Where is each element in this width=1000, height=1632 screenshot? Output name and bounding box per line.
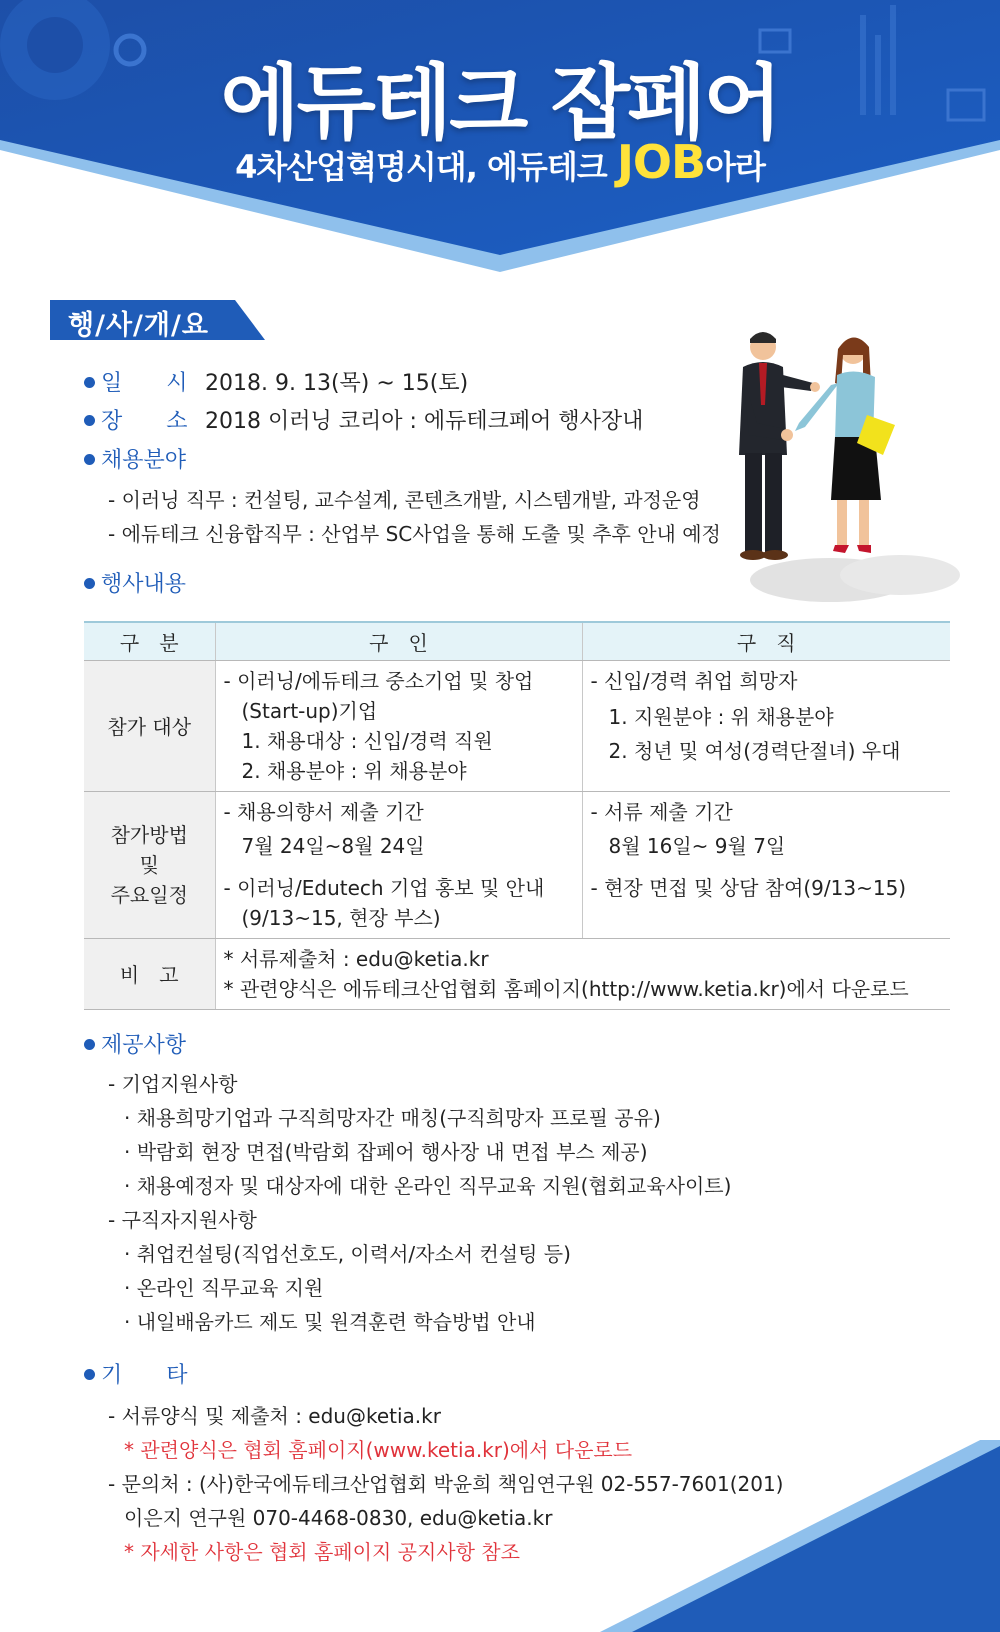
provide-line: · 채용희망기업과 구직희망자간 매칭(구직희망자 프로필 공유)	[124, 1106, 661, 1130]
table-row	[84, 938, 950, 1009]
cell-line: - 이러닝/에듀테크 중소기업 및 창업	[223, 668, 534, 693]
table-header: 구 분	[84, 622, 215, 660]
provide-line: - 기업지원사항	[108, 1072, 238, 1096]
event-title: 에듀테크 잡페어	[220, 56, 780, 151]
table-header-row	[84, 622, 950, 660]
cell-line: - 이러닝/Edutech 기업 홍보 및 안내	[223, 875, 545, 900]
cell-line: 2. 청년 및 여성(경력단절녀) 우대	[608, 738, 901, 763]
bullet-icon	[84, 377, 95, 388]
event-table	[84, 621, 950, 1010]
provide-line: - 구직자지원사항	[108, 1208, 257, 1232]
bullet-icon	[84, 1039, 95, 1050]
subtitle-prefix: 4차산업혁명시대, 에듀테크	[235, 148, 617, 186]
date-value: 2018. 9. 13(목) ~ 15(토)	[205, 371, 469, 396]
bottom-decoration	[0, 1440, 1000, 1632]
table-header: 구 인	[215, 622, 582, 660]
etc-line: 이은지 연구원 070-4468-0830, edu@ketia.kr	[124, 1506, 553, 1530]
subtitle-suffix: 아라	[705, 148, 765, 186]
etc-note: * 자세한 사항은 협회 홈페이지 공지사항 참조	[124, 1540, 520, 1564]
place-label: 장 소	[84, 404, 188, 435]
event-subtitle	[0, 135, 1000, 189]
provide-line: · 내일배움카드 제도 및 원격훈련 학습방법 안내	[124, 1310, 536, 1334]
cell-line: - 신입/경력 취업 희망자	[590, 668, 798, 693]
cell-line: (9/13~15, 현장 부스)	[241, 905, 441, 930]
cell-line: 2. 채용분야 : 위 채용분야	[241, 758, 467, 783]
cell-line: * 관련양식은 에듀테크산업협회 홈페이지(http://www.ketia.kr)에서 다운로드	[223, 976, 909, 1001]
provide-label: 제공사항	[84, 1028, 186, 1059]
row-label-line: 참가방법	[110, 822, 188, 847]
provide-line: · 온라인 직무교육 지원	[124, 1276, 324, 1300]
cell-line: 1. 채용대상 : 신입/경력 직원	[241, 728, 493, 753]
cell-line: - 현장 면접 및 상담 참여(9/13~15)	[590, 875, 907, 900]
subtitle-highlight: JOB	[616, 135, 706, 189]
provide-line: · 박람회 현장 면접(박람회 잡페어 행사장 내 면접 부스 제공)	[124, 1140, 648, 1164]
table-cell	[215, 791, 582, 938]
table-row	[84, 791, 950, 938]
date-label: 일 시	[84, 366, 188, 397]
table-cell	[582, 660, 950, 791]
table-cell	[582, 791, 950, 938]
section-tag-label: 행/사/개/요	[68, 310, 209, 341]
etc-label: 기 타	[84, 1358, 188, 1389]
provide-line: · 취업컨설팅(직업선호도, 이력서/자소서 컨설팅 등)	[124, 1242, 571, 1266]
section-tag-overview	[50, 300, 265, 340]
table-cell	[215, 660, 582, 791]
event-label: 행사내용	[84, 567, 186, 598]
cell-line: - 서류 제출 기간	[590, 799, 733, 824]
field-label: 채용분야	[84, 443, 186, 474]
cell-line: 7월 24일~8월 24일	[241, 833, 425, 858]
provide-line: · 채용예정자 및 대상자에 대한 온라인 직무교육 지원(협회교육사이트)	[124, 1174, 732, 1198]
row-label: 비 고	[84, 938, 215, 1009]
field-line: - 이러닝 직무 : 컨설팅, 교수설계, 콘텐츠개발, 시스템개발, 과정운영	[108, 488, 701, 512]
cell-line: 1. 지원분야 : 위 채용분야	[608, 704, 834, 729]
etc-line: - 서류양식 및 제출처 : edu@ketia.kr	[108, 1404, 441, 1428]
cell-line: 8월 16일~ 9월 7일	[608, 833, 786, 858]
header-banner	[0, 0, 1000, 280]
bullet-icon	[84, 578, 95, 589]
table-row	[84, 660, 950, 791]
etc-note: * 관련양식은 협회 홈페이지(www.ketia.kr)에서 다운로드	[124, 1438, 633, 1462]
field-line: - 에듀테크 신융합직무 : 산업부 SC사업을 통해 도출 및 추후 안내 예정	[108, 522, 721, 546]
row-label: 참가 대상	[84, 660, 215, 791]
row-label-line: 및	[139, 852, 159, 877]
cell-line: (Start-up)기업	[241, 698, 378, 723]
bullet-icon	[84, 1369, 95, 1380]
row-label	[84, 791, 215, 938]
row-label-line: 주요일정	[110, 882, 188, 907]
handshake-illustration	[735, 325, 965, 615]
bullet-icon	[84, 454, 95, 465]
cell-line: - 채용의향서 제출 기간	[223, 799, 424, 824]
table-header: 구 직	[582, 622, 950, 660]
etc-line: - 문의처 : (사)한국에듀테크산업협회 박윤희 책임연구원 02-557-7601(201)	[108, 1472, 784, 1496]
bullet-icon	[84, 415, 95, 426]
cell-line: * 서류제출처 : edu@ketia.kr	[223, 946, 489, 971]
place-value: 2018 이러닝 코리아 : 에듀테크페어 행사장내	[205, 409, 644, 434]
table-cell	[215, 938, 950, 1009]
